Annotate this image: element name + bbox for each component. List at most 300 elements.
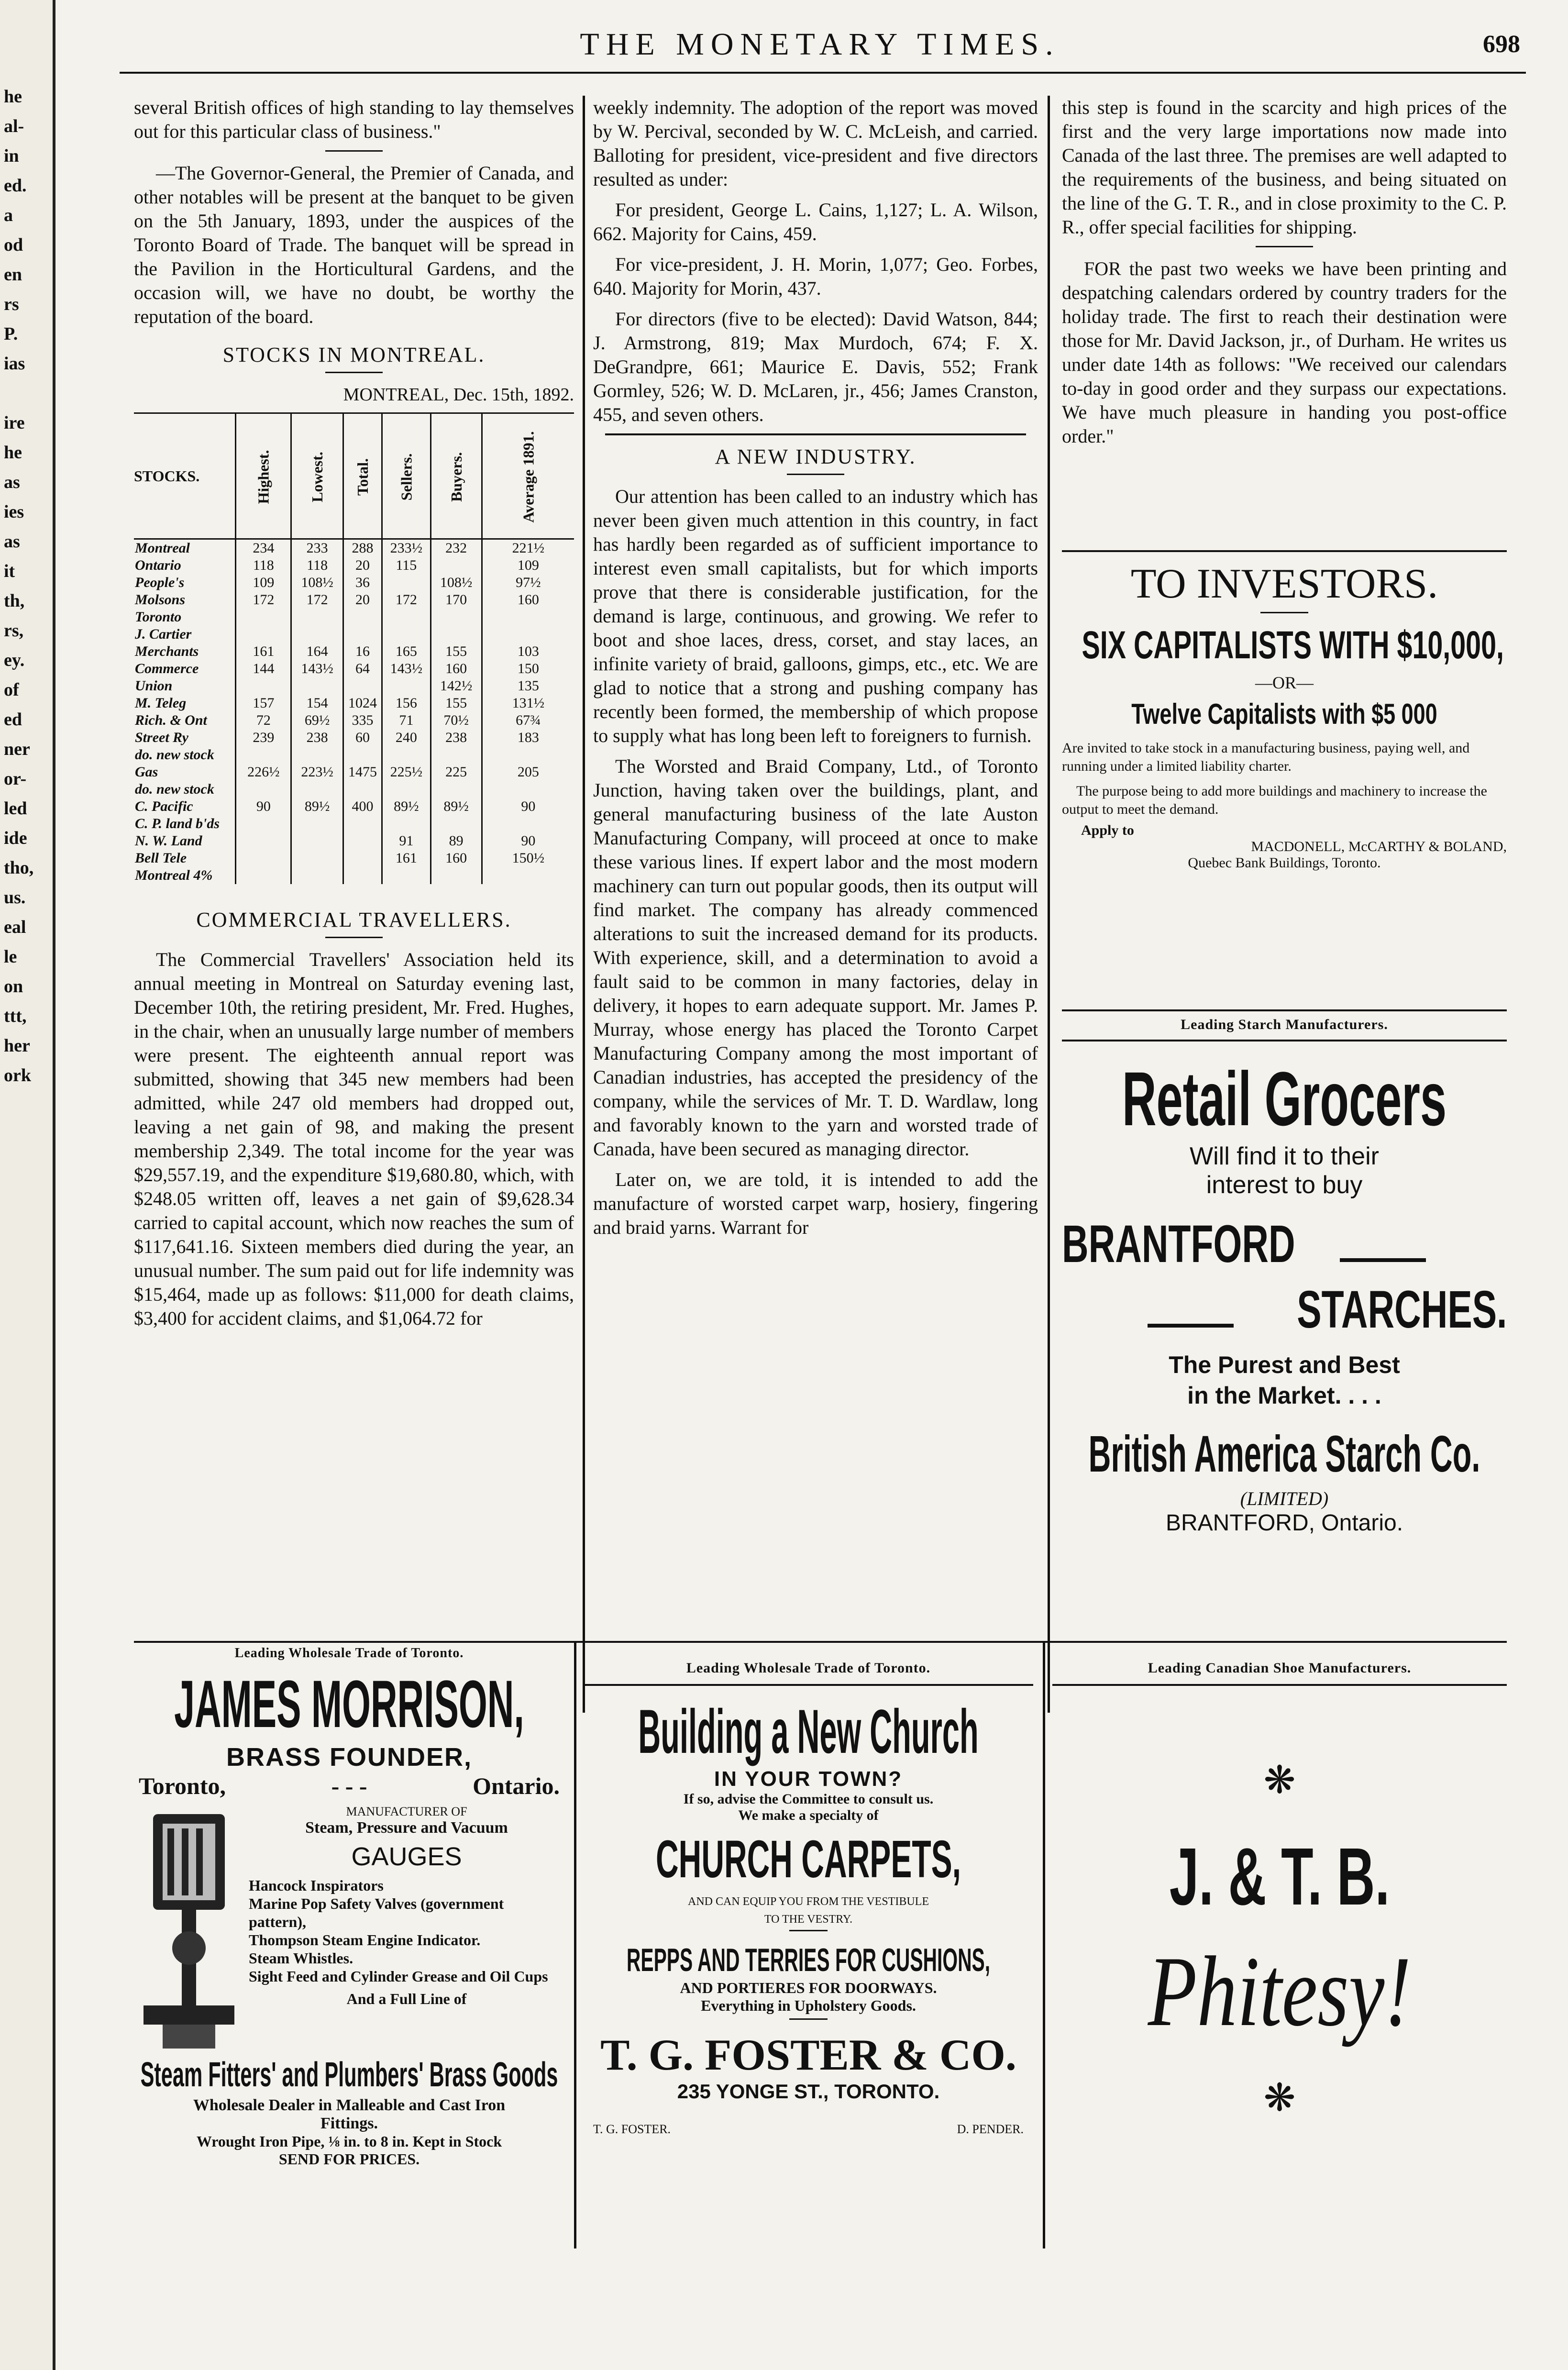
stocks-header-cell [343, 413, 382, 539]
morrison-trade: BRASS FOUNDER, [226, 1743, 473, 1772]
foster-headline: Building a New Church [638, 1696, 979, 1766]
brand-dash [1340, 1258, 1426, 1262]
stock-value-cell: 150 [482, 660, 574, 677]
morrison-dashes: - - - [331, 1772, 367, 1799]
stock-name-cell: Commerce [135, 661, 199, 676]
stock-value-cell [382, 746, 431, 764]
investors-address: Quebec Bank Buildings, Toronto. [1188, 855, 1381, 871]
stocks-row [134, 591, 574, 609]
stock-value-cell: 161 [236, 643, 291, 660]
stock-value-cell: 160 [431, 850, 482, 867]
stock-value-cell: 109 [482, 557, 574, 574]
header-rule [120, 72, 1526, 74]
stock-value-cell: 108½ [291, 574, 343, 591]
stocks-row [134, 867, 574, 884]
stock-value-cell: 20 [343, 557, 382, 574]
stock-name-cell: M. Teleg [135, 695, 187, 711]
stock-name-cell: Bell Tele [135, 850, 187, 866]
divider [789, 1930, 828, 1931]
stock-value-cell: 170 [431, 591, 482, 609]
stock-value-cell [382, 609, 431, 626]
morrison-caption: Leading Wholesale Trade of Toronto. [234, 1646, 464, 1661]
stock-value-cell: 205 [482, 764, 574, 781]
divider [787, 474, 844, 475]
stock-value-cell: 164 [291, 643, 343, 660]
stocks-row [134, 832, 574, 850]
stocks-row [134, 660, 574, 677]
stock-value-cell: 157 [236, 695, 291, 712]
stock-name-cell: Ontario [135, 557, 181, 573]
stock-value-cell: 154 [291, 695, 343, 712]
stock-value-cell [236, 609, 291, 626]
stock-value-cell [291, 609, 343, 626]
morrison-text [244, 1805, 564, 2053]
column-rule-1 [583, 96, 585, 1713]
stocks-row [134, 712, 574, 729]
morrison-items [249, 1876, 564, 1985]
stocks-header-label: Highest. [254, 450, 272, 504]
morrison-gauges: GAUGES [351, 1842, 462, 1871]
divider [325, 937, 383, 938]
stock-value-cell [343, 626, 382, 643]
shoe-brand: J. & T. B. [1169, 1831, 1390, 1922]
stock-value-cell: 156 [382, 695, 431, 712]
stock-name-cell: C. P. land b'ds [135, 816, 220, 831]
stock-value-cell: 233½ [382, 539, 431, 557]
margin-fragment: th, [4, 591, 25, 611]
stock-value-cell [291, 850, 343, 867]
stock-value-cell [431, 609, 482, 626]
stock-value-cell [291, 867, 343, 884]
stock-value-cell: 288 [343, 539, 382, 557]
stock-value-cell: 64 [343, 660, 382, 677]
investors-body2: The purpose being to add more buildings and machinery to increase the output to meet the demand. [1062, 783, 1487, 817]
stock-value-cell [343, 850, 382, 867]
ad-rule [584, 1684, 1033, 1686]
starch-company: British America Starch Co. [1088, 1425, 1480, 1483]
investors-line2: Twelve Capitalists with $5 000 [1131, 698, 1437, 730]
stocks-row [134, 677, 574, 695]
foster-partners [584, 2122, 1033, 2137]
margin-fragment: he [4, 443, 22, 463]
stock-value-cell [343, 781, 382, 798]
stock-value-cell: 89½ [291, 798, 343, 815]
industry-paragraph-1: Our attention has been called to an industry which has never been given much attention in this country, in fact has hardly been regarded as of sufficient importance to interest even small capitalists, but for which imports prove that there is considerable justification, for the demand is large, continuous, and growing. We refer to boot and shoe laces, dress, corset, and stay laces, an infinite variety of braid, galloons, gimps, etc., etc. We are glad to notice that a strong and pushing company has recently been formed, the membership of which propose to supply what has long been left to foreigners to furnish. [593, 486, 1038, 746]
investors-body1: Are invited to take stock in a manufacturing business, paying well, and running under a limited liability charter. [1062, 740, 1470, 774]
morrison-item: Hancock Inspirators [249, 1877, 384, 1894]
stock-name-cell: N. W. Land [135, 833, 202, 849]
stocks-header-label: Lowest. [309, 452, 326, 502]
starch-headline: Retail Grocers [1122, 1056, 1447, 1141]
stocks-row [134, 781, 574, 798]
stock-name-cell: Rich. & Ont [135, 712, 207, 728]
stock-value-cell: 131½ [482, 695, 574, 712]
stock-value-cell [382, 781, 431, 798]
shoe-caption: Leading Canadian Shoe Manufacturers. [1148, 1660, 1412, 1676]
brand-line-2 [1062, 1279, 1507, 1340]
report-paragraph: weekly indemnity. The adoption of the report was moved by W. Percival, seconded by W. C. McLeish, and carried. Balloting for president, vice-president and five directors resulted as under: [593, 97, 1038, 190]
stock-value-cell: 90 [236, 798, 291, 815]
margin-fragment: eal [4, 917, 26, 937]
margin-fragment: ttt, [4, 1006, 27, 1026]
stock-value-cell [343, 867, 382, 884]
stock-value-cell [291, 832, 343, 850]
stock-value-cell: 234 [236, 539, 291, 557]
page-number: 698 [1483, 31, 1520, 58]
stock-value-cell [291, 626, 343, 643]
stocks-row [134, 729, 574, 746]
stock-value-cell [343, 677, 382, 695]
investors-line1: SIX CAPITALISTS WITH $10,000, [1082, 623, 1504, 667]
stocks-header-cell [382, 413, 431, 539]
foster-right-name: D. PENDER. [957, 2122, 1024, 2136]
margin-fragment: tho, [4, 858, 34, 878]
stock-value-cell: 36 [343, 574, 382, 591]
stock-value-cell: 161 [382, 850, 431, 867]
morrison-name: JAMES MORRISON, [174, 1666, 524, 1741]
morrison-item: Marine Pop Safety Valves (government pattern), [249, 1895, 504, 1930]
stock-value-cell: 400 [343, 798, 382, 815]
stocks-row [134, 850, 574, 867]
margin-fragment: ies [4, 502, 24, 522]
stocks-header-label: Sellers. [398, 453, 415, 501]
premises-paragraph: this step is found in the scarcity and high prices of the first and the very large importations now made into Canada of the last three. The premises are well adapted to the requirements of the business, and being situated on the line of the G. T. R., and in close proximity to the C. P. R., offer special facilities for shipping. [1062, 97, 1507, 238]
morrison-ad [134, 1646, 564, 2168]
stock-value-cell [431, 867, 482, 884]
stock-value-cell [431, 781, 482, 798]
foster-town: IN YOUR TOWN? [714, 1767, 903, 1791]
stock-value-cell: 91 [382, 832, 431, 850]
stock-value-cell: 1024 [343, 695, 382, 712]
investors-title: TO INVESTORS. [1130, 561, 1438, 607]
stock-value-cell: 183 [482, 729, 574, 746]
stock-value-cell: 160 [431, 660, 482, 677]
stock-value-cell [482, 746, 574, 764]
stock-value-cell [382, 677, 431, 695]
investors-apply: Apply to [1081, 822, 1134, 838]
stock-value-cell [382, 815, 431, 832]
morrison-pipe: Wrought Iron Pipe, ⅛ in. to 8 in. Kept in Stock [196, 2133, 502, 2150]
stock-value-cell: 172 [291, 591, 343, 609]
stocks-row [134, 574, 574, 591]
stocks-row [134, 798, 574, 815]
travellers-title: COMMERCIAL TRAVELLERS. [196, 908, 512, 931]
foster-left-name: T. G. FOSTER. [593, 2122, 671, 2136]
stock-value-cell [236, 781, 291, 798]
stocks-row [134, 557, 574, 574]
stocks-header-cell: STOCKS. [134, 413, 236, 539]
stock-value-cell [291, 677, 343, 695]
margin-fragment: it [4, 561, 15, 581]
stock-value-cell [343, 832, 382, 850]
morrison-steam: Steam, Pressure and Vacuum [305, 1819, 508, 1837]
president-vote: For president, George L. Cains, 1,127; L. A. Wilson, 662. Majority for Cains, 459. [593, 199, 1038, 244]
stock-value-cell: 89 [431, 832, 482, 850]
stock-value-cell [431, 815, 482, 832]
morrison-city: Toronto, [139, 1772, 226, 1799]
vice-president-vote: For vice-president, J. H. Morin, 1,077; Geo. Forbes, 640. Majority for Morin, 437. [593, 254, 1038, 299]
brand-brantford: BRANTFORD [1062, 1215, 1295, 1274]
stock-value-cell [236, 626, 291, 643]
stock-value-cell [343, 746, 382, 764]
stock-value-cell: 90 [482, 832, 574, 850]
stocks-table [134, 412, 574, 884]
brand-starches: STARCHES. [1296, 1280, 1507, 1339]
stock-value-cell: 160 [482, 591, 574, 609]
morrison-item: Sight Feed and Cylinder Grease and Oil Cups [249, 1968, 548, 1985]
margin-fragment: od [4, 235, 23, 255]
stock-value-cell: 89½ [382, 798, 431, 815]
stock-value-cell: 72 [236, 712, 291, 729]
foster-advise: If so, advise the Committee to consult us. [683, 1791, 934, 1807]
stock-value-cell [236, 746, 291, 764]
stock-value-cell: 143½ [291, 660, 343, 677]
stocks-row [134, 764, 574, 781]
margin-fragment: as [4, 472, 20, 492]
foster-everything: Everything in Upholstery Goods. [701, 1997, 916, 2014]
foster-ad [584, 1660, 1033, 2137]
margin-fragment: ed [4, 709, 22, 730]
bottom-column-rule-2 [1043, 1641, 1045, 2248]
stock-value-cell: 240 [382, 729, 431, 746]
stock-value-cell: 232 [431, 539, 482, 557]
morrison-body [134, 1805, 564, 2053]
stock-value-cell: 135 [482, 677, 574, 695]
shoe-slogan: Phitesy! [1148, 1936, 1412, 2047]
stock-value-cell [236, 867, 291, 884]
divider [605, 433, 1026, 435]
stock-value-cell [431, 746, 482, 764]
stock-value-cell: 226½ [236, 764, 291, 781]
stock-value-cell: 150½ [482, 850, 574, 867]
stocks-header-cell [291, 413, 343, 539]
calendars-paragraph: FOR the past two weeks we have been printing and despatching calendars ordered by country traders for the holiday trade. The first to reach their destination were those for Mr. David Jackson, jr., of Durham. He writes us under date 14th as follows: "We received our calendars to-day in good order and they surpass our expectations. We have much pleasure in handing you post-office order." [1062, 258, 1507, 447]
stock-value-cell: 223½ [291, 764, 343, 781]
governor-paragraph: —The Governor-General, the Premier of Canada, and other notables will be present at the banquet to be given on the 5th January, 1893, under the auspices of the Toronto Board of Trade. The banquet will be spread in the Pavilion in the Horticultural Gardens, and the occasion will, we have no doubt, be worthy the reputation of the board. [134, 162, 574, 327]
morrison-location [134, 1772, 564, 1800]
stock-value-cell [236, 677, 291, 695]
stock-name-cell: Street Ry [135, 730, 188, 745]
ad-rule [1052, 1684, 1507, 1686]
industry-paragraph-2: The Worsted and Braid Company, Ltd., of Toronto Junction, having taken over the buildings, plant, and general manufacturing business of the late Auston Manufacturing Company, will proceed at once to make these various lines. If expert labor and the most modern machinery can turn out popular goods, then its output will find market. The company has already commenced alterations to suit the increased demand for its products. With experience, skill, and a determination to avoid a fault said to be common in many factories, delay in delivery, it hopes to earn adequate support. Mr. James P. Murray, whose energy has placed the Toronto Carpet Manufacturing Company among the most important of Canadian industries, has accepted the presidency of the company, while the services of Mr. T. D. Wardlaw, long and favorably known to the yarn and worsted trade of Canada, have been secured as managing director. [593, 755, 1038, 1160]
stock-value-cell: 155 [431, 695, 482, 712]
stocks-row [134, 746, 574, 764]
starch-tag: The Purest and Best in the Market. . . . [1169, 1351, 1400, 1409]
stock-value-cell: 155 [431, 643, 482, 660]
stock-value-cell: 108½ [431, 574, 482, 591]
stock-value-cell [431, 557, 482, 574]
stocks-header-cell [482, 413, 574, 539]
divider [325, 150, 383, 152]
stocks-row [134, 815, 574, 832]
stock-value-cell [236, 832, 291, 850]
stock-name-cell: Toronto [135, 609, 182, 625]
margin-fragment: in [4, 146, 19, 166]
margin-fragment: le [4, 947, 17, 967]
stock-value-cell: 165 [382, 643, 431, 660]
stock-value-cell: 118 [236, 557, 291, 574]
stock-value-cell [482, 781, 574, 798]
stock-name-cell: Gas [135, 764, 158, 780]
margin-fragment: a [4, 205, 13, 225]
stock-name-cell: People's [135, 575, 185, 590]
foster-equip: AND CAN EQUIP YOU FROM THE VESTIBULE [687, 1895, 929, 1908]
stock-value-cell: 89½ [431, 798, 482, 815]
morrison-item: Steam Whistles. [249, 1949, 353, 1967]
margin-fragment: ire [4, 413, 25, 433]
stock-value-cell [482, 609, 574, 626]
morrison-prices: SEND FOR PRICES. [278, 2150, 420, 2168]
travellers-paragraph: The Commercial Travellers' Association held its annual meeting in Montreal on Saturday evening last, December 10th, the retiring president, Mr. Fred. Hughes, in the chair, when an unusually large number of members were present. The eighteenth annual report was submitted, showing that 345 new members had been admitted, while 247 old members had dropped out, leaving a net gain of 98, and making the present membership 2,349. The total income for the year was $29,557.19, and the expenditure $19,680.80, which, with $248.05 written off, leaves a net gain of $9,628.34 carried to capital account, which now reaches the sum of $117,641.16. Sixteen members died during the year, an unusual number. The sum paid out for life indemnity was $15,464, made up as follows: $11,000 for death claims, $3,400 for accident claims, and $1,064.72 for [134, 949, 574, 1329]
asterism-icon: ❋ [1263, 2077, 1296, 2119]
margin-fragment: on [4, 976, 23, 997]
stock-value-cell: 335 [343, 712, 382, 729]
stock-value-cell: 172 [382, 591, 431, 609]
stock-value-cell: 70½ [431, 712, 482, 729]
stock-value-cell: 239 [236, 729, 291, 746]
stocks-row [134, 643, 574, 660]
margin-fragment: rs [4, 294, 19, 314]
morrison-fullline: And a Full Line of [346, 1990, 467, 2007]
stocks-date: MONTREAL, Dec. 15th, 1892. [343, 385, 574, 405]
margin-fragment: rs, [4, 620, 24, 641]
stock-value-cell: 1475 [343, 764, 382, 781]
stock-value-cell [291, 746, 343, 764]
stock-value-cell: 97½ [482, 574, 574, 591]
margin-fragment: ed. [4, 176, 27, 196]
stock-name-cell: Molsons [135, 592, 186, 608]
margin-fragment: or- [4, 769, 27, 789]
stock-value-cell [382, 574, 431, 591]
stock-value-cell [482, 867, 574, 884]
ad-rule [1062, 1040, 1507, 1041]
margin-fragment: her [4, 1036, 30, 1056]
stock-value-cell [482, 815, 574, 832]
stock-value-cell: 144 [236, 660, 291, 677]
foster-portieres: AND PORTIERES FOR DOORWAYS. [680, 1979, 937, 1996]
stock-name-cell: Union [135, 678, 173, 694]
stock-value-cell: 172 [236, 591, 291, 609]
stock-value-cell [291, 781, 343, 798]
margin-fragment: as [4, 532, 20, 552]
stock-value-cell: 60 [343, 729, 382, 746]
shoe-ad [1052, 1660, 1507, 2120]
stock-value-cell: 115 [382, 557, 431, 574]
starch-sub: Will find it to their interest to buy [1190, 1142, 1379, 1199]
stock-value-cell: 143½ [382, 660, 431, 677]
stock-value-cell: 109 [236, 574, 291, 591]
stock-name-cell: do. new stock [135, 781, 214, 797]
stock-value-cell [236, 815, 291, 832]
margin-fragment: he [4, 87, 22, 107]
industry-title: A NEW INDUSTRY. [715, 445, 917, 468]
stock-value-cell [291, 815, 343, 832]
foster-firm: T. G. FOSTER & CO. [600, 2030, 1016, 2079]
masthead-title: THE MONETARY TIMES. [580, 27, 1060, 62]
industry-paragraph-3: Later on, we are told, it is intended to add the manufacture of worsted carpet warp, hosiery, fingering and braid yarns. Warrant for [593, 1169, 1038, 1238]
divider [325, 372, 383, 373]
ad-rule [1062, 550, 1507, 552]
stock-name-cell: Montreal 4% [135, 867, 213, 883]
margin-fragment: ner [4, 739, 30, 759]
stock-name-cell: Merchants [135, 643, 199, 659]
column-two [593, 96, 1038, 1246]
stocks-header-cell [431, 413, 482, 539]
morrison-mfr: MANUFACTURER OF [346, 1805, 467, 1818]
margin-fragment: us. [4, 887, 26, 908]
foster-repps: REPPS AND TERRIES FOR CUSHIONS, [626, 1942, 991, 1978]
stock-value-cell [482, 626, 574, 643]
stock-name-cell: Montreal [135, 540, 190, 556]
gauge-illustration-icon [134, 1805, 244, 2053]
stock-name-cell: J. Cartier [135, 626, 192, 642]
divider [1256, 246, 1313, 247]
margin-fragment: ide [4, 828, 27, 848]
morrison-item: Thompson Steam Engine Indicator. [249, 1931, 481, 1949]
morrison-dealer: Wholesale Dealer in Malleable and Cast Iron Fittings. [193, 2096, 506, 2132]
stock-value-cell [382, 867, 431, 884]
stock-value-cell: 238 [431, 729, 482, 746]
margin-fragment: led [4, 798, 27, 819]
stock-value-cell: 20 [343, 591, 382, 609]
stock-value-cell: 103 [482, 643, 574, 660]
ad-rule [1062, 1009, 1507, 1011]
stock-value-cell: 90 [482, 798, 574, 815]
stocks-header-label: Buyers. [447, 452, 465, 502]
margin-fragment: ey. [4, 650, 25, 670]
column-three [1062, 96, 1507, 455]
stock-value-cell [343, 815, 382, 832]
margin-fragment: of [4, 680, 19, 700]
column-one [134, 96, 574, 1337]
stocks-row [134, 539, 574, 557]
stocks-header-cell [236, 413, 291, 539]
margin-fragment: en [4, 265, 22, 285]
stocks-title: STOCKS IN MONTREAL. [222, 343, 486, 366]
bottom-ads-rule [134, 1641, 1507, 1643]
stock-value-cell: 238 [291, 729, 343, 746]
stocks-row [134, 695, 574, 712]
investors-ad [1062, 560, 1507, 871]
investors-firm: MACDONELL, McCARTHY & BOLAND, [1251, 839, 1507, 854]
left-margin-strip [0, 0, 55, 2370]
stock-value-cell [236, 850, 291, 867]
divider [789, 2018, 828, 2020]
stock-value-cell [343, 609, 382, 626]
starch-limited: (LIMITED) [1240, 1488, 1329, 1509]
investors-or: —OR— [1255, 673, 1314, 692]
stock-value-cell: 118 [291, 557, 343, 574]
brand-dash [1148, 1324, 1234, 1328]
foster-carpets: CHURCH CARPETS, [655, 1830, 961, 1889]
stock-value-cell: 142½ [431, 677, 482, 695]
stocks-header-label: Average 1891. [519, 431, 537, 523]
starch-city: BRANTFORD, Ontario. [1165, 1510, 1403, 1536]
margin-fragment: P. [4, 324, 18, 344]
stock-name-cell: do. new stock [135, 747, 214, 763]
divider [1260, 612, 1308, 613]
foster-specialty: We make a specialty of [738, 1807, 879, 1823]
foster-caption: Leading Wholesale Trade of Toronto. [686, 1660, 931, 1676]
stocks-header-label: Total. [354, 458, 372, 496]
starch-caption: Leading Starch Manufacturers. [1181, 1017, 1388, 1032]
page-header [100, 26, 1539, 65]
stock-value-cell [431, 626, 482, 643]
column-rule-2 [1048, 96, 1050, 1713]
morrison-fitters: Steam Fitters' and Plumbers' Brass Goods [140, 2056, 558, 2094]
stock-value-cell: 225 [431, 764, 482, 781]
margin-fragment: ork [4, 1065, 31, 1085]
